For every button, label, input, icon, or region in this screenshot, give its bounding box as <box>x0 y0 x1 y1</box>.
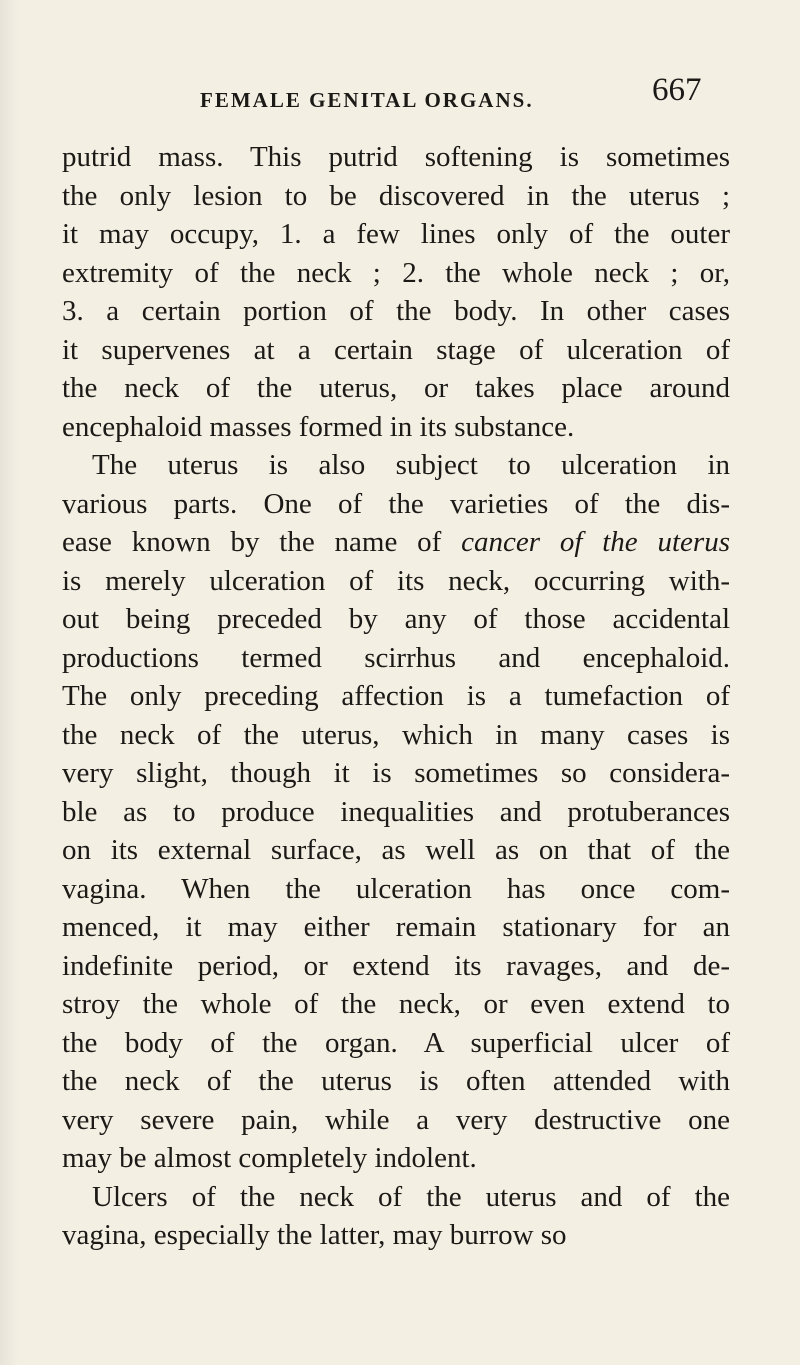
text-line: very severe pain, while a very destructive one <box>62 1103 730 1136</box>
text-line: putrid mass. This putrid softening is sometimes <box>62 141 730 173</box>
text-line: productions termed scirrhus and encephaloid. <box>62 641 730 674</box>
text-line: the neck of the uterus is often attended with <box>62 1065 730 1097</box>
text-line: it may occupy, 1. a few lines only of the outer <box>62 218 730 250</box>
text-line-roman: ease known by the name of <box>62 526 462 558</box>
text-line: out being preceded by any of those accidental <box>62 603 730 635</box>
text-line: the body of the organ. A superficial ulcer of <box>62 1026 730 1059</box>
text-line: 3. a certain portion of the body. In other cases <box>62 295 730 327</box>
text-line: may be almost completely indolent. <box>62 1142 477 1174</box>
text-line: Ulcers of the neck of the uterus and of the <box>92 1180 730 1213</box>
text-line: menced, it may either remain stationary for an <box>62 911 730 943</box>
text-line: is merely ulceration of its neck, occurring with- <box>62 564 730 597</box>
text-line: extremity of the neck ; 2. the whole neck ; or, <box>62 256 730 289</box>
text-line: very slight, though it is sometimes so considera- <box>62 757 730 789</box>
text-line-italic: cancer of the uterus <box>461 526 731 558</box>
text-line: vagina. When the ulceration has once com- <box>62 872 730 905</box>
text-line: stroy the whole of the neck, or even extend to <box>62 988 730 1020</box>
text-line: various parts. One of the varieties of the dis- <box>62 487 730 520</box>
text-line: the neck of the uterus, or takes place around <box>62 372 730 404</box>
text-line: the only lesion to be discovered in the uterus ; <box>62 179 730 212</box>
page-number: 667 <box>652 72 702 108</box>
text-line: it supervenes at a certain stage of ulceration of <box>62 333 730 366</box>
text-line: vagina, especially the latter, may burrow so <box>62 1219 567 1251</box>
text-line: The only preceding affection is a tumefaction of <box>62 680 730 712</box>
text-line: encephaloid masses formed in its substance. <box>62 410 575 443</box>
text-line <box>62 521 730 563</box>
text-line: The uterus is also subject to ulceration in <box>92 449 730 481</box>
text-line: indefinite period, or extend its ravages, and de- <box>62 949 730 982</box>
text-line: ble as to produce inequalities and protuberances <box>62 795 730 828</box>
text-line: the neck of the uterus, which in many cases is <box>62 718 730 751</box>
text-line: on its external surface, as well as on that of the <box>62 834 730 866</box>
running-head: FEMALE GENITAL ORGANS. <box>200 88 534 112</box>
